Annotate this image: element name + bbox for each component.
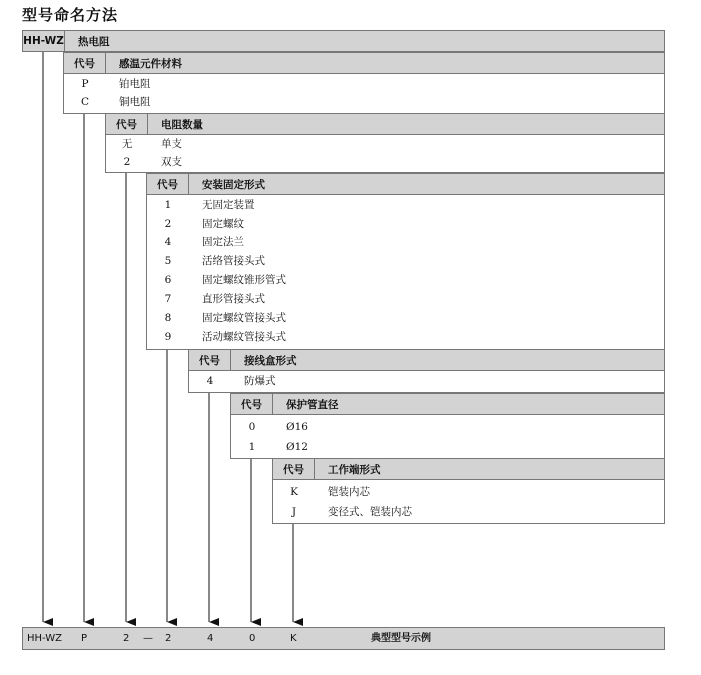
option-code: 2: [123, 156, 131, 168]
section-label: 安装固定形式: [202, 178, 265, 191]
option-desc: 活络管接头式: [202, 255, 265, 267]
option-desc: 变径式、铠装内芯: [328, 506, 412, 518]
option-code: 8: [164, 312, 172, 324]
option-desc: 双支: [161, 156, 182, 168]
option-desc: 铜电阻: [119, 96, 151, 108]
option-desc: 活动螺纹管接头式: [202, 331, 286, 343]
option-desc: Ø12: [286, 441, 308, 453]
option-code: 6: [164, 274, 172, 286]
option-desc: 固定法兰: [202, 236, 244, 248]
option-desc: 无固定装置: [202, 199, 255, 211]
section-code-header: 代号: [147, 174, 189, 194]
section-code-header: 代号: [189, 350, 231, 370]
example-part: 4: [207, 633, 214, 644]
option-code: J: [291, 506, 297, 518]
option-code: 1: [164, 199, 172, 211]
section-code-header: 代号: [106, 114, 148, 134]
option-code: 4: [164, 236, 172, 248]
example-part: HH-WZ: [27, 633, 62, 644]
option-code: P: [81, 78, 89, 90]
option-desc: 固定螺纹锥形管式: [202, 274, 286, 286]
section-label: 感温元件材料: [119, 57, 182, 70]
example-part: 2: [123, 633, 130, 644]
option-code: 7: [164, 293, 172, 305]
page-title: 型号命名方法: [22, 6, 119, 24]
section-label: 电阻数量: [161, 118, 203, 131]
section-label: 工作端形式: [328, 463, 381, 476]
option-desc: 铂电阻: [119, 78, 151, 90]
option-code: 9: [164, 331, 172, 343]
option-code: K: [290, 486, 298, 498]
option-code: 4: [206, 375, 214, 387]
example-label: 典型型号示例: [371, 633, 431, 644]
example-part: —: [143, 633, 153, 644]
section-code-header: 代号: [273, 459, 315, 479]
section-label: 接线盒形式: [244, 354, 297, 367]
option-code: 5: [164, 255, 172, 267]
option-code: 无: [121, 138, 133, 150]
section-code-header: 代号: [231, 394, 273, 414]
option-code: 2: [164, 218, 172, 230]
example-bar: [22, 627, 665, 650]
example-part: P: [81, 633, 88, 644]
option-code: 1: [248, 441, 256, 453]
section-code-header: 代号: [64, 53, 106, 73]
section-label: 保护管直径: [286, 398, 339, 411]
option-desc: 铠装内芯: [328, 486, 370, 498]
example-part: K: [290, 633, 297, 644]
option-code: 0: [248, 421, 256, 433]
option-desc: Ø16: [286, 421, 308, 433]
option-code: C: [80, 96, 90, 108]
option-desc: 单支: [161, 138, 182, 150]
option-desc: 防爆式: [244, 375, 276, 387]
example-part: 2: [165, 633, 172, 644]
example-part: 0: [249, 633, 256, 644]
option-desc: 直形管接头式: [202, 293, 265, 305]
option-desc: 固定螺纹管接头式: [202, 312, 286, 324]
base-code: HH-WZ: [23, 31, 65, 51]
base-label: 热电阻: [78, 35, 110, 48]
option-desc: 固定螺纹: [202, 218, 244, 230]
